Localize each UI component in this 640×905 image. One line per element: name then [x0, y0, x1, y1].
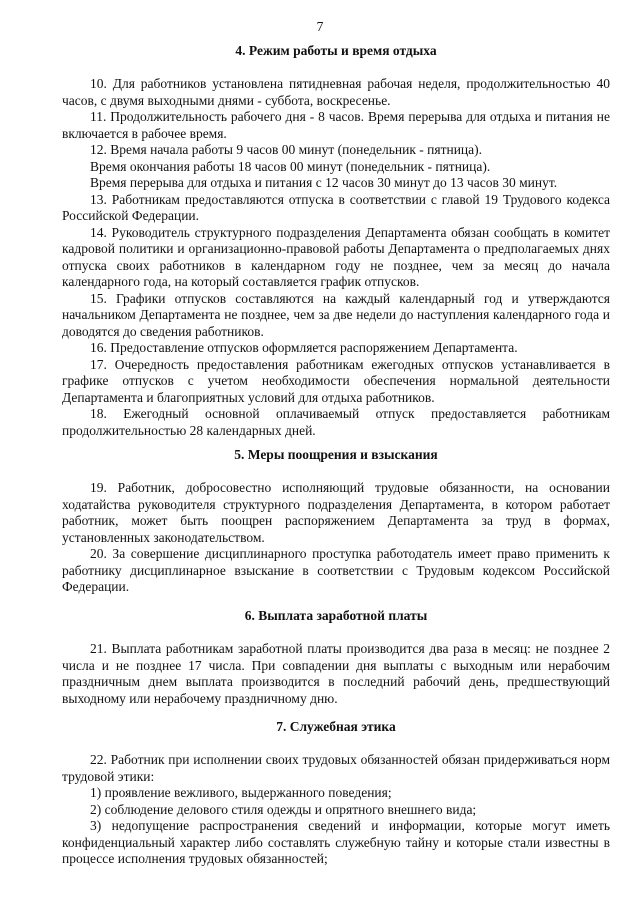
paragraph-15: 15. Графики отпусков составляются на каждый календарный год и утверждаются начальником Департамента не позднее, чем за две недели до наступления календарного года и доводятся до сведения работников.	[62, 290, 610, 339]
paragraph-12-break-time: Время перерыва для отдыха и питания с 12 часов 30 минут до 13 часов 30 минут.	[90, 175, 558, 190]
paragraph-10: 10. Для работников установлена пятидневная рабочая неделя, продолжительностью 40 часов, с двумя выходными днями - суббота, воскресенье.	[62, 76, 610, 108]
paragraph-19: 19. Работник, добросовестно исполняющий трудовые обязанности, на основании ходатайства руководителя структурного подразделения Департамента, в котором работает работник, может быть поощрен распоряжением Департамента за труд в формах, установленных законодательством.	[62, 480, 610, 545]
section-title-service-ethics: 7. Служебная этика	[276, 719, 396, 734]
paragraph-17: 17. Очередность предоставления работникам ежегодных отпусков устанавливается в графике отпусков с учетом необходимости обеспечения нормальной деятельности Департамента и благоприятных условий для отдыха работников.	[62, 356, 610, 405]
paragraph-12: 12. Время начала работы 9 часов 00 минут (понедельник - пятница).	[90, 142, 483, 157]
page-number: 7	[316, 19, 324, 34]
paragraph-13: 13. Работникам предоставляются отпуска в соответствии с главой 19 Трудового кодекса Российской Федерации.	[62, 191, 610, 223]
section-title-rewards-penalties: 5. Меры поощрения и взыскания	[234, 447, 438, 462]
section-salary-payment	[62, 641, 610, 707]
section-service-ethics	[62, 752, 610, 868]
paragraph-18: 18. Ежегодный основной оплачиваемый отпуск предоставляется работникам продолжительностью 28 календарных дней.	[62, 406, 610, 438]
paragraph-16: 16. Предоставление отпусков оформляется распоряжением Департамента.	[90, 340, 518, 355]
list-item-2: 2) соблюдение делового стиля одежды и опрятного внешнего вида;	[90, 801, 477, 817]
paragraph-11: 11. Продолжительность рабочего дня - 8 часов. Время перерыва для отдыха и питания не включается в рабочее время.	[62, 109, 610, 141]
paragraph-22: 22. Работник при исполнении своих трудовых обязанностей обязан придерживаться норм трудовой этики:	[62, 752, 610, 784]
paragraph-14: 14. Руководитель структурного подразделения Департамента обязан сообщать в комитет кадровой политики и организационно-правовой работы Департамента о предполагаемых днях отпуска своих работников в календарном году не позднее, чем за месяц до начала календарного года, на который составляется график отпусков.	[62, 224, 610, 289]
list-item-1: 1) проявление вежливого, выдержанного поведения;	[90, 785, 392, 800]
paragraph-21: 21. Выплата работникам заработной платы производится два раза в месяц: не позднее 2 числа и не позднее 17 числа. При совпадении дня выплаты с выходным или нерабочим праздничным днем выплата производится в последний рабочий день, предшествующий выходному или нерабочему праздничному дню.	[62, 641, 610, 706]
list-item-3: 3) недопущение распространения сведений и информации, которые могут иметь конфиденциальный характер либо составлять служебную тайну и которые стали известны в процессе исполнения трудовых обязанностей;	[62, 818, 610, 866]
section-title-salary-payment: 6. Выплата заработной платы	[244, 608, 428, 623]
section-rewards-penalties	[62, 480, 610, 596]
section-title-work-schedule: 4. Режим работы и время отдыха	[235, 43, 437, 58]
paragraph-20: 20. За совершение дисциплинарного проступка работодатель имеет право применить к работнику дисциплинарное взыскание в соответствии с Трудовым кодексом Российской Федерации.	[62, 546, 610, 594]
paragraph-12-end-time: Время окончания работы 18 часов 00 минут (понедельник - пятница).	[90, 158, 491, 174]
section-work-schedule	[62, 76, 610, 439]
